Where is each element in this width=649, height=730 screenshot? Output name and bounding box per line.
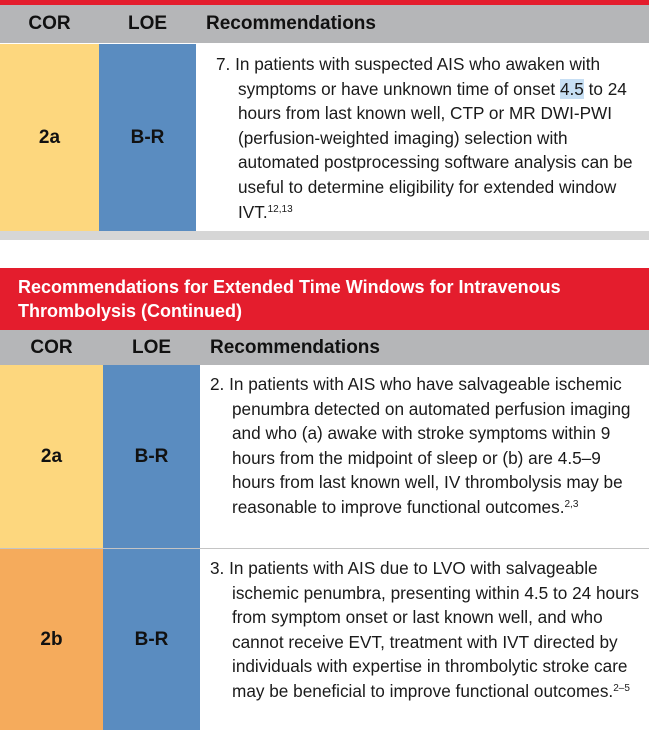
recommendation-table-top	[0, 0, 649, 240]
reference-superscript: 2–5	[613, 682, 630, 694]
header-recommendations: Recommendations	[210, 336, 380, 358]
cor-value: 2a	[40, 445, 63, 467]
loe-cell	[103, 365, 200, 548]
loe-value: B-R	[134, 445, 169, 467]
header-cor: COR	[28, 13, 71, 34]
reference-superscript: 2,3	[564, 498, 579, 510]
loe-cell	[99, 44, 196, 231]
recommendation-text: 2. In patients with AIS who have salvageable ischemic penumbra detected on automated perfusion imaging and who (a) awake with stroke symptoms within 9 hours from the midpoint of sleep or (b) are 4.5–9 hours from last known well, IV thrombolysis may be reasonable to improve functional outcomes.$^{2,3}$	[210, 374, 631, 517]
table-header	[0, 5, 649, 43]
loe-value: B-R	[130, 126, 165, 148]
cor-cell	[0, 44, 99, 231]
header-cor: COR	[30, 336, 73, 358]
cor-value: 2b	[40, 628, 63, 650]
cor-value: 2a	[38, 126, 61, 148]
table-header	[0, 330, 649, 365]
header-recommendations: Recommendations	[206, 13, 376, 34]
highlighted-text: 4.5	[559, 78, 584, 99]
recommendation-text: 7. In patients with suspected AIS who awaken with symptoms or have unknown time of onset 4.5 to 24 hours from last known well, CTP or MR DWI-PWI (perfusion-weighted imaging) selection with automated postprocessing software analysis can be useful to determine eligibility for extended window IVT.$^{12,13}$	[216, 54, 633, 222]
bottom-border	[0, 231, 649, 240]
recommendation-cell	[200, 549, 649, 730]
header-loe: LOE	[127, 13, 168, 34]
cor-cell	[0, 365, 103, 548]
recommendation-cell	[200, 365, 649, 548]
loe-cell	[103, 549, 200, 730]
recommendation-cell	[196, 44, 649, 231]
table-title: Recommendations for Extended Time Windows for Intravenous Thrombolysis (Continued)	[0, 268, 649, 330]
recommendation-text: 3. In patients with AIS due to LVO with salvageable ischemic penumbra, presenting within 4.5 to 24 hours from symptom onset or last known well, and who cannot receive EVT, treatment with IVT directed by individuals with expertise in thrombolytic stroke care may be beneficial to improve functional outcomes.$^{2-5}$	[210, 558, 639, 701]
cor-cell	[0, 549, 103, 730]
header-loe: LOE	[131, 336, 172, 358]
loe-value: B-R	[134, 628, 169, 650]
reference-superscript: 12,13	[267, 203, 293, 215]
recommendation-table-bottom	[0, 268, 649, 730]
